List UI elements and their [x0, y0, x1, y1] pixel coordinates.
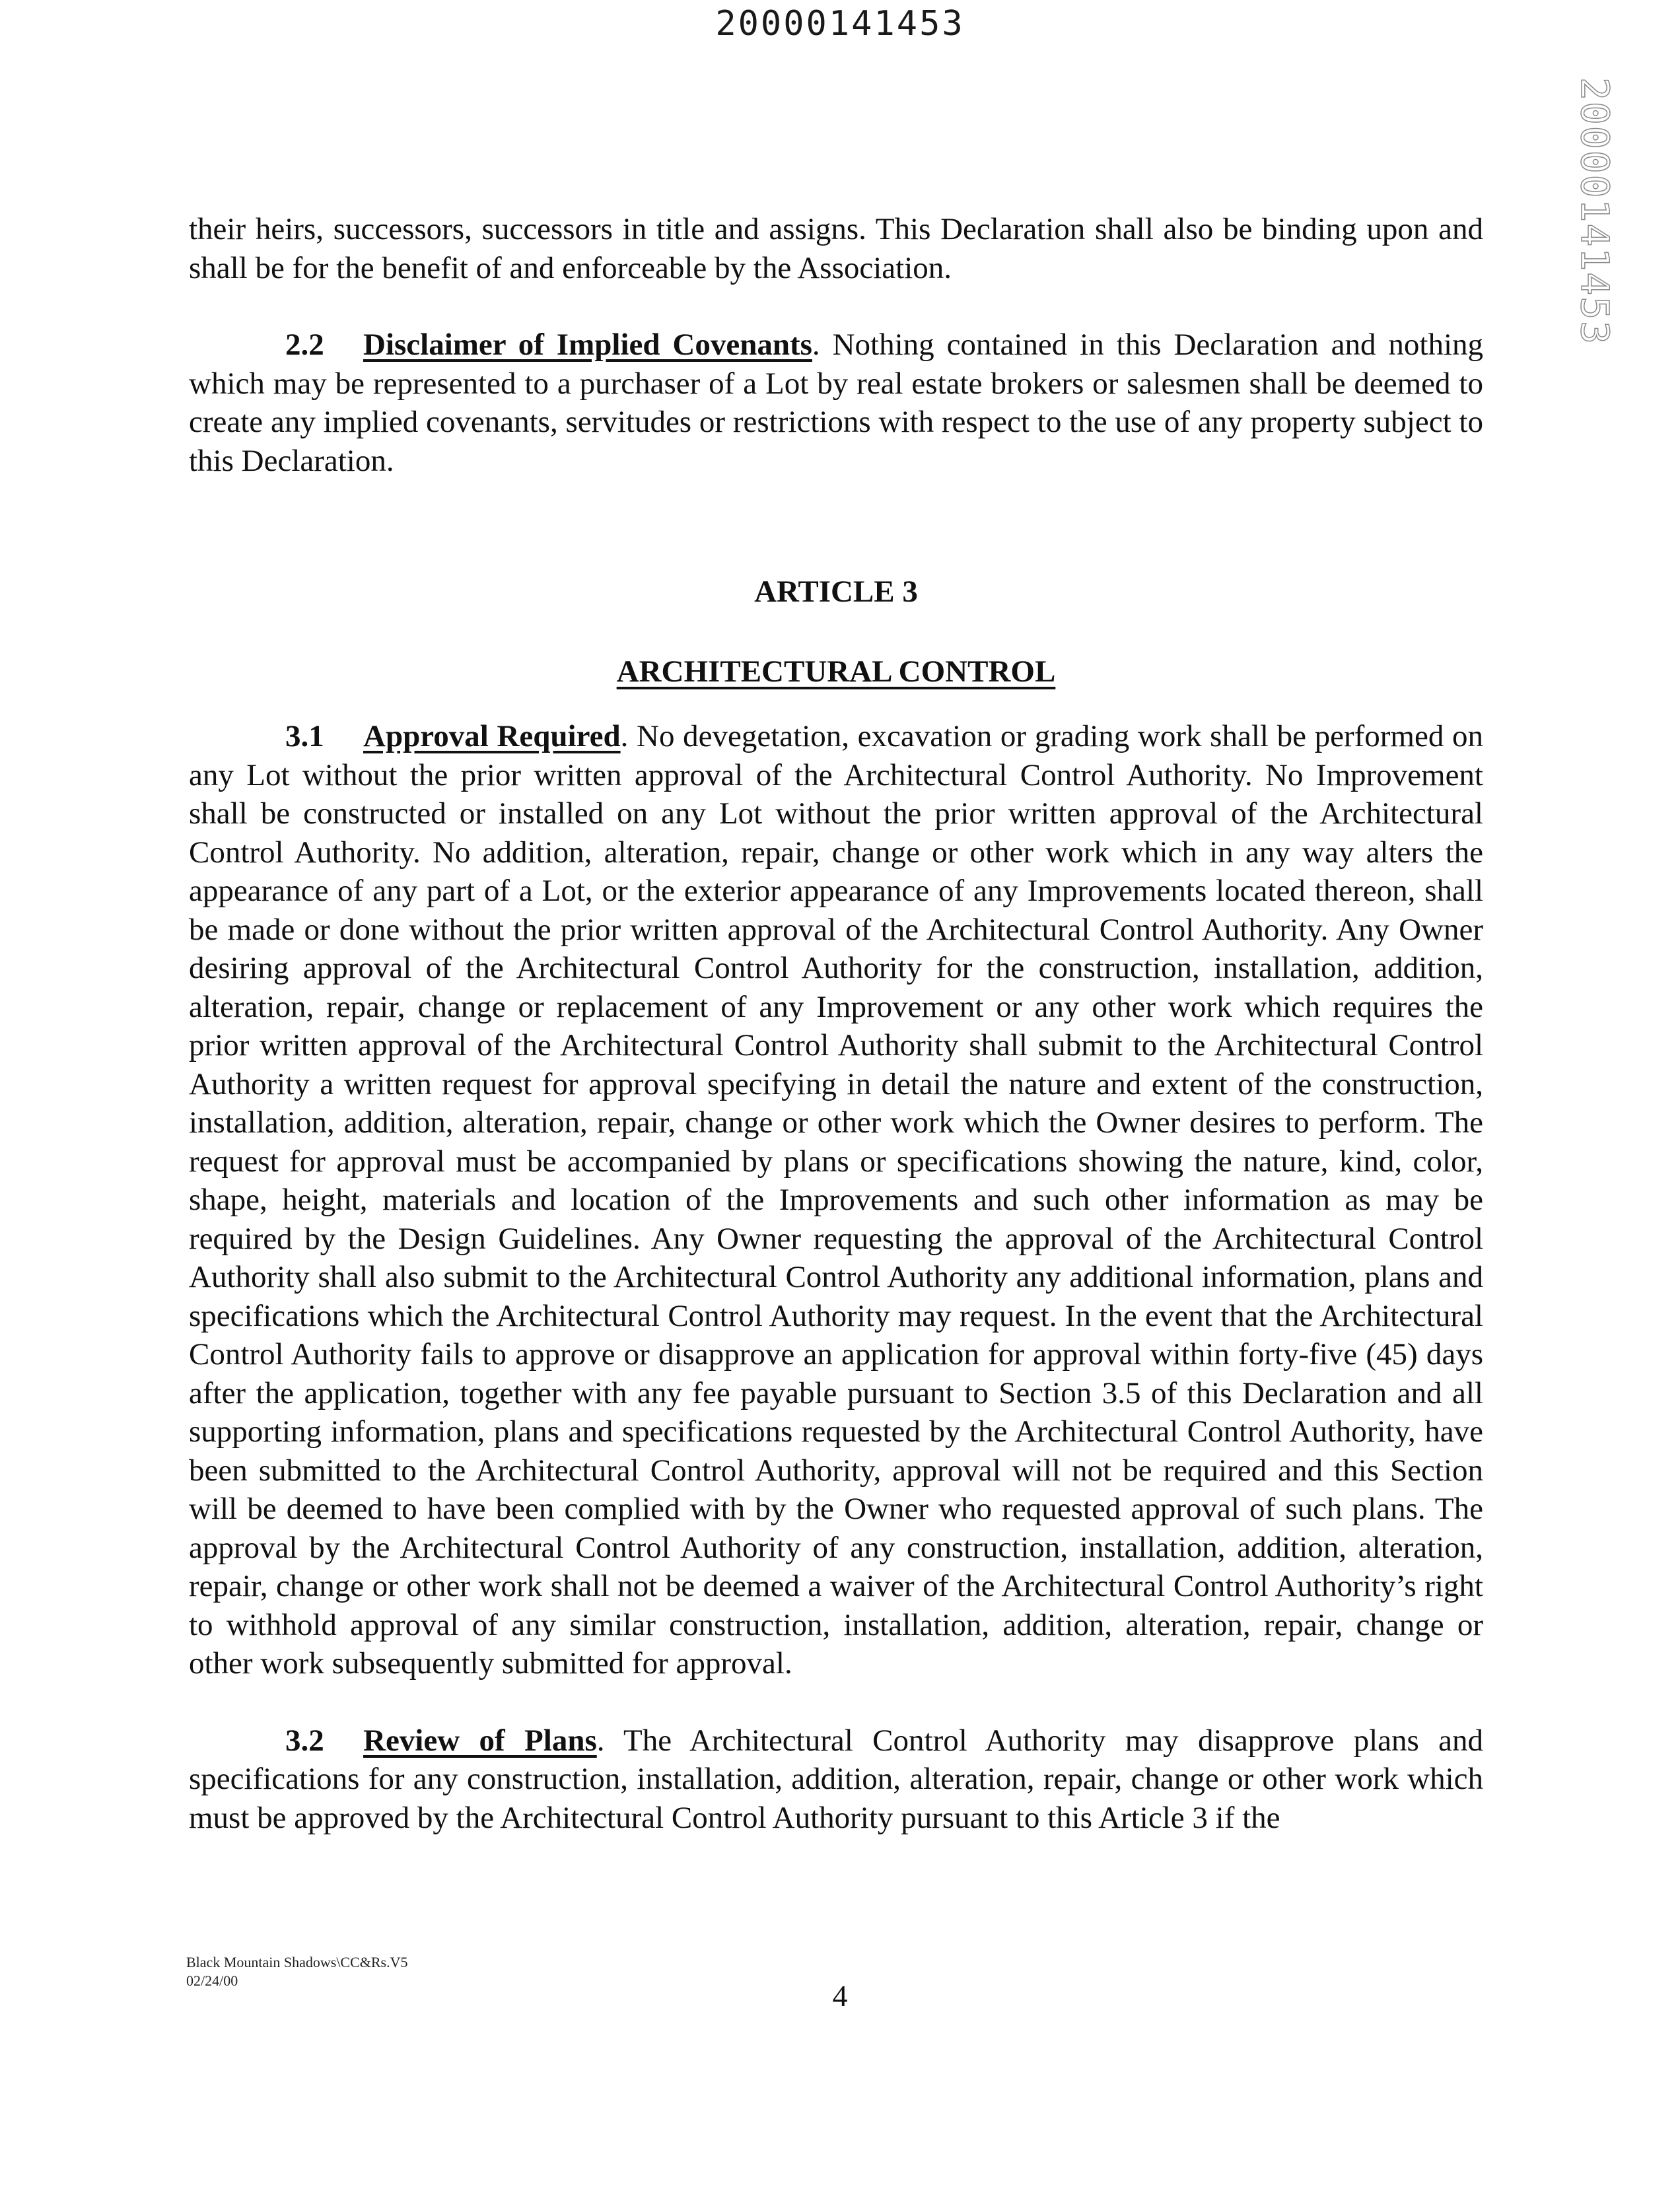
section-text: The Architectural Control Authority may disapprove plans and specifications for any construction, installation, addition, alteration, repair, change or other work which must be approved by the Architectural Control Authority pursuant to this Article 3 if the	[189, 1723, 1484, 1835]
side-stamp	[1558, 77, 1631, 346]
section-number: 3.1	[285, 719, 324, 753]
document-body	[189, 210, 1483, 1837]
document-number: 20000141453	[715, 4, 965, 44]
section-title: Disclaimer of Implied Covenants	[363, 328, 812, 362]
section-title-period: .	[812, 328, 833, 362]
article-title: ARCHITECTURAL CONTROL	[616, 654, 1056, 689]
footer-file-path: Black Mountain Shadows\CC&Rs.V5	[186, 1954, 408, 1970]
side-stamp-text: 20000141453	[1572, 77, 1618, 346]
section-number: 2.2	[285, 328, 324, 362]
article-label: ARTICLE 3	[754, 574, 918, 609]
footer-date: 02/24/00	[186, 1972, 238, 1989]
section-text: Nothing contained in this Declaration and nothing which may be represented to a purchaser of a Lot by real estate brokers or salesmen shall be deemed to create any implied covenants, servitudes or restrictions with respect to the use of any property subject to this Declaration.	[189, 328, 1483, 478]
section-title: Approval Required	[363, 719, 621, 753]
page-number: 4	[832, 1979, 848, 2013]
section-number: 3.2	[285, 1723, 324, 1758]
section-3-1	[189, 717, 1483, 1683]
section-2-2	[189, 326, 1483, 480]
section-3-2	[189, 1721, 1483, 1838]
section-title-period: .	[620, 719, 637, 753]
section-2-1-continuation: their heirs, successors, successors in title and assigns. This Declaration shall also be binding upon and shall be for the benefit of and enforceable by the Association.	[189, 212, 1483, 285]
section-title: Review of Plans	[363, 1723, 597, 1758]
section-text: No devegetation, excavation or grading work shall be performed on any Lot without the prior written approval of the Architectural Control Authority. No Improvement shall be constructed or installed on any Lot without the prior written approval of the Architectural Control Authority. No addition, alteration, repair, change or other work which in any way alters the appearance of any part of a Lot, or the exterior appearance of any Improvements located thereon, shall be made or done without the prior written approval of the Architectural Control Authority. Any Owner desiring approval of the Architectural Control Authority for the construction, installation, addition, alteration, repair, change or replacement of any Improvement or any other work which requires the prior written approval of the Architectural Control Authority shall submit to the Architectural Control Authority a written request for approval specifying in detail the nature and extent of the construction, installation, addition, alteration, repair, change or other work which the Owner desires to perform. The request for approval must be accompanied by plans or specifications showing the nature, kind, color, shape, height, materials and location of the Improvements and such other information as may be required by the Design Guidelines. Any Owner requesting the approval of the Architectural Control Authority shall also submit to the Architectural Control Authority any additional information, plans and specifications which the Architectural Control Authority may request. In the event that the Architectural Control Authority fails to approve or disapprove an application for approval within forty-five (45) days after the application, together with any fee payable pursuant to Section 3.5 of this Declaration and all supporting information, plans and specifications requested by the Architectural Control Authority, have been submitted to the Architectural Control Authority, approval will not be required and this Section will be deemed to have been complied with by the Owner who requested approval of such plans. The approval by the Architectural Control Authority of any construction, installation, addition, alteration, repair, change or other work shall not be deemed a waiver of the Architectural Control Authority’s right to withhold approval of any similar construction, installation, addition, alteration, repair, change or other work subsequently submitted for approval.	[189, 719, 1484, 1681]
section-title-period: .	[596, 1723, 624, 1758]
